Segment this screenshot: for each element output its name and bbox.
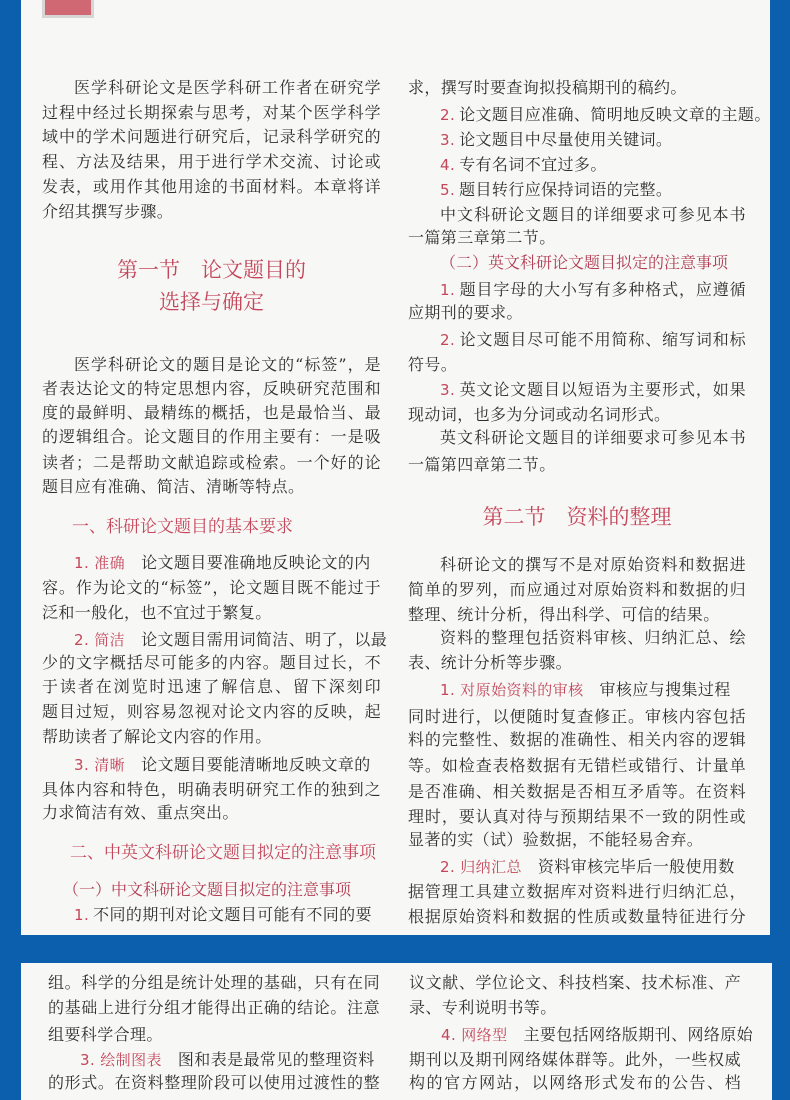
text-line: 组。科学的分组是统计处理的基础，只有在同	[48, 973, 380, 992]
item-label: 2. 简洁	[74, 631, 126, 649]
item-number: 4.	[440, 156, 456, 174]
text: 资料审核完毕后一般使用数	[537, 857, 735, 876]
sub-subsection-heading: （二）英文科研论文题目拟定的注意事项	[440, 253, 729, 272]
text-line: 于读者在浏览时迅速了解信息、留下深刻印	[42, 677, 381, 696]
text: 论文题目尽可能不用简称、缩写词和标	[459, 330, 746, 349]
text-line: 资料的整理包括资料审核、归纳汇总、绘	[440, 628, 746, 647]
text-line: 同时进行，以便随时复查修正。审核内容包括	[408, 707, 746, 726]
text-line: 发表，或用作其他用途的书面材料。本章将详	[42, 177, 381, 196]
text-line: 组要科学合理。	[48, 1025, 163, 1044]
text-line: 构的官方网站，以网络形式发布的公告、档	[409, 1073, 741, 1092]
text-line: 表、统计分析等步骤。	[408, 653, 573, 672]
text-line: 帮助读者了解论文内容的作用。	[42, 727, 272, 746]
item-line	[408, 328, 746, 352]
item-line	[42, 903, 381, 927]
text-line: 一篇第四章第二节。	[408, 455, 556, 474]
item-line	[48, 1048, 380, 1072]
text-line: 理时，要认真对待与预期结果不一致的阴性或	[408, 807, 746, 826]
item-label: 1. 准确	[74, 554, 126, 572]
item-line	[408, 678, 746, 702]
text-line: 求，撰写时要查询拟投稿期刊的稿约。	[408, 78, 687, 97]
chapter-color-tab	[42, 0, 94, 18]
text-line: 的逻辑组合。论文题目的作用主要有：一是吸	[42, 427, 381, 446]
text-line: 议文献、学位论文、科技档案、技术标准、产	[409, 973, 741, 992]
text-line: 的基础上进行分组才能得出正确的结论。注意	[48, 998, 380, 1017]
item-line	[409, 1023, 754, 1047]
subsection-heading: 一、科研论文题目的基本要求	[72, 517, 293, 537]
text: 专有名词不宜过多。	[459, 155, 607, 174]
text-line: 少的文字概括尽可能多的内容。题目过长，不	[42, 653, 381, 672]
text: 论文题目中尽量使用关键词。	[459, 130, 673, 149]
section-title: 选择与确定	[159, 290, 264, 314]
text: 论文题目要能清晰地反映文章的	[141, 755, 371, 774]
text-line: 泛和一般化，也不宜过于繁复。	[42, 603, 272, 622]
item-line	[408, 178, 746, 202]
text-line: 料的完整性、数据的准确性、相关内容的逻辑	[408, 730, 746, 749]
text-line: 域中的学术问题进行研究后，记录科学研究的	[42, 127, 381, 146]
item-label: 3. 绘制图表	[80, 1051, 162, 1069]
text-line: 显著的实（试）验数据，不能轻易舍弃。	[408, 830, 704, 849]
text: 图和表是最常见的整理资料	[177, 1050, 375, 1069]
sub-subsection-heading: （一）中文科研论文题目拟定的注意事项	[63, 880, 352, 899]
item-label: 4. 网络型	[441, 1026, 508, 1044]
text-line: 度的最鲜明、最精练的概括，也是最恰当、最	[42, 403, 381, 422]
item-label: 3. 清晰	[74, 756, 126, 774]
text: 论文题目应准确、简明地反映文章的主题。	[459, 105, 771, 124]
text: 题目转行应保持词语的完整。	[459, 180, 673, 199]
text-line: 现动词，也多为分词或动名词形式。	[408, 405, 671, 424]
text-line: 一篇第三章第二节。	[408, 228, 556, 247]
text: 审核应与搜集过程	[599, 680, 731, 699]
item-line	[42, 753, 381, 777]
text-line: 是否准确、相关数据是否相互矛盾等。在资料	[408, 782, 746, 801]
text-line: 期刊以及期刊网络媒体群等。此外，一些权威	[409, 1050, 741, 1069]
item-line	[408, 855, 746, 879]
text-line: 容。作为论文的“标签”，论文题目既不能过于	[42, 578, 381, 597]
item-number: 2.	[440, 331, 456, 349]
text-line: 程、方法及结果，用于进行学术交流、讨论或	[42, 152, 381, 171]
text-line: 录、专利说明书等。	[409, 998, 557, 1017]
text-line: 医学科研论文是医学科研工作者在研究学	[74, 78, 381, 97]
text-line: 应期刊的要求。	[408, 303, 523, 322]
item-number: 3.	[440, 381, 456, 399]
text-line: 符号。	[408, 355, 458, 374]
text: 论文题目要准确地反映论文的内	[141, 553, 371, 572]
item-line	[408, 103, 771, 127]
item-number: 5.	[440, 181, 456, 199]
item-number: 1.	[440, 281, 456, 299]
item-number: 3.	[440, 131, 456, 149]
item-line	[408, 378, 746, 402]
text-line: 题目过短，则容易忽视对论文内容的反映，起	[42, 702, 381, 721]
text-line: 简单的罗列，而应通过对原始资料和数据的归	[408, 580, 746, 599]
item-line	[42, 628, 388, 652]
text-line: 过程中经过长期探索与思考，对某个医学科学	[42, 103, 381, 122]
item-line	[42, 551, 381, 575]
text: 主要包括网络版期刊、网络原始	[523, 1025, 754, 1044]
book-page-bottom	[21, 963, 772, 1100]
section-title: 第二节 资料的整理	[482, 505, 672, 529]
item-number: 2.	[440, 106, 456, 124]
text-line: 介绍其撰写步骤。	[42, 202, 174, 221]
text-line: 科研论文的撰写不是对原始资料和数据进	[440, 555, 746, 574]
text-line: 中文科研论文题目的详细要求可参见本书	[440, 205, 746, 224]
section-title: 第一节 论文题目的	[117, 258, 306, 282]
text: 不同的期刊对论文题目可能有不同的要	[93, 905, 372, 924]
text-line: 英文科研论文题目的详细要求可参见本书	[440, 428, 746, 447]
text-line: 者表达论文的特定思想内容，反映研究范围和	[42, 379, 381, 398]
subsection-heading: 二、中英文科研论文题目拟定的注意事项	[70, 843, 376, 863]
text-line: 具体内容和特色，明确表明研究工作的独到之	[42, 780, 381, 799]
text-line: 根据原始资料和数据的性质或数量特征进行分	[408, 907, 746, 926]
text: 题目字母的大小写有多种格式，应遵循	[459, 280, 746, 299]
item-line	[408, 278, 746, 302]
text-line: 题目应有准确、简洁、清晰等特点。	[42, 477, 305, 496]
text-line: 据管理工具建立数据库对资料进行归纳汇总，	[408, 882, 746, 901]
text: 论文题目需用词简洁、明了，以最	[141, 630, 388, 649]
item-line	[408, 128, 746, 152]
book-page-top	[21, 0, 770, 935]
text-line: 读者；二是帮助文献追踪或检索。一个好的论	[42, 453, 381, 472]
text-line: 力求简洁有效、重点突出。	[42, 803, 239, 822]
item-line	[408, 153, 746, 177]
item-label: 2. 归纳汇总	[440, 858, 522, 876]
text: 英文论文题目以短语为主要形式，如果	[459, 380, 746, 399]
text-line: 等。如检查表格数据有无错栏或错行、计量单	[408, 756, 746, 775]
item-number: 1.	[74, 906, 90, 924]
text-line: 整理、统计分析，得出科学、可信的结果。	[408, 605, 720, 624]
text-line: 医学科研论文的题目是论文的“标签”，是	[74, 355, 381, 374]
text-line: 的形式。在资料整理阶段可以使用过渡性的整	[48, 1073, 380, 1092]
item-label: 1. 对原始资料的审核	[440, 681, 584, 699]
